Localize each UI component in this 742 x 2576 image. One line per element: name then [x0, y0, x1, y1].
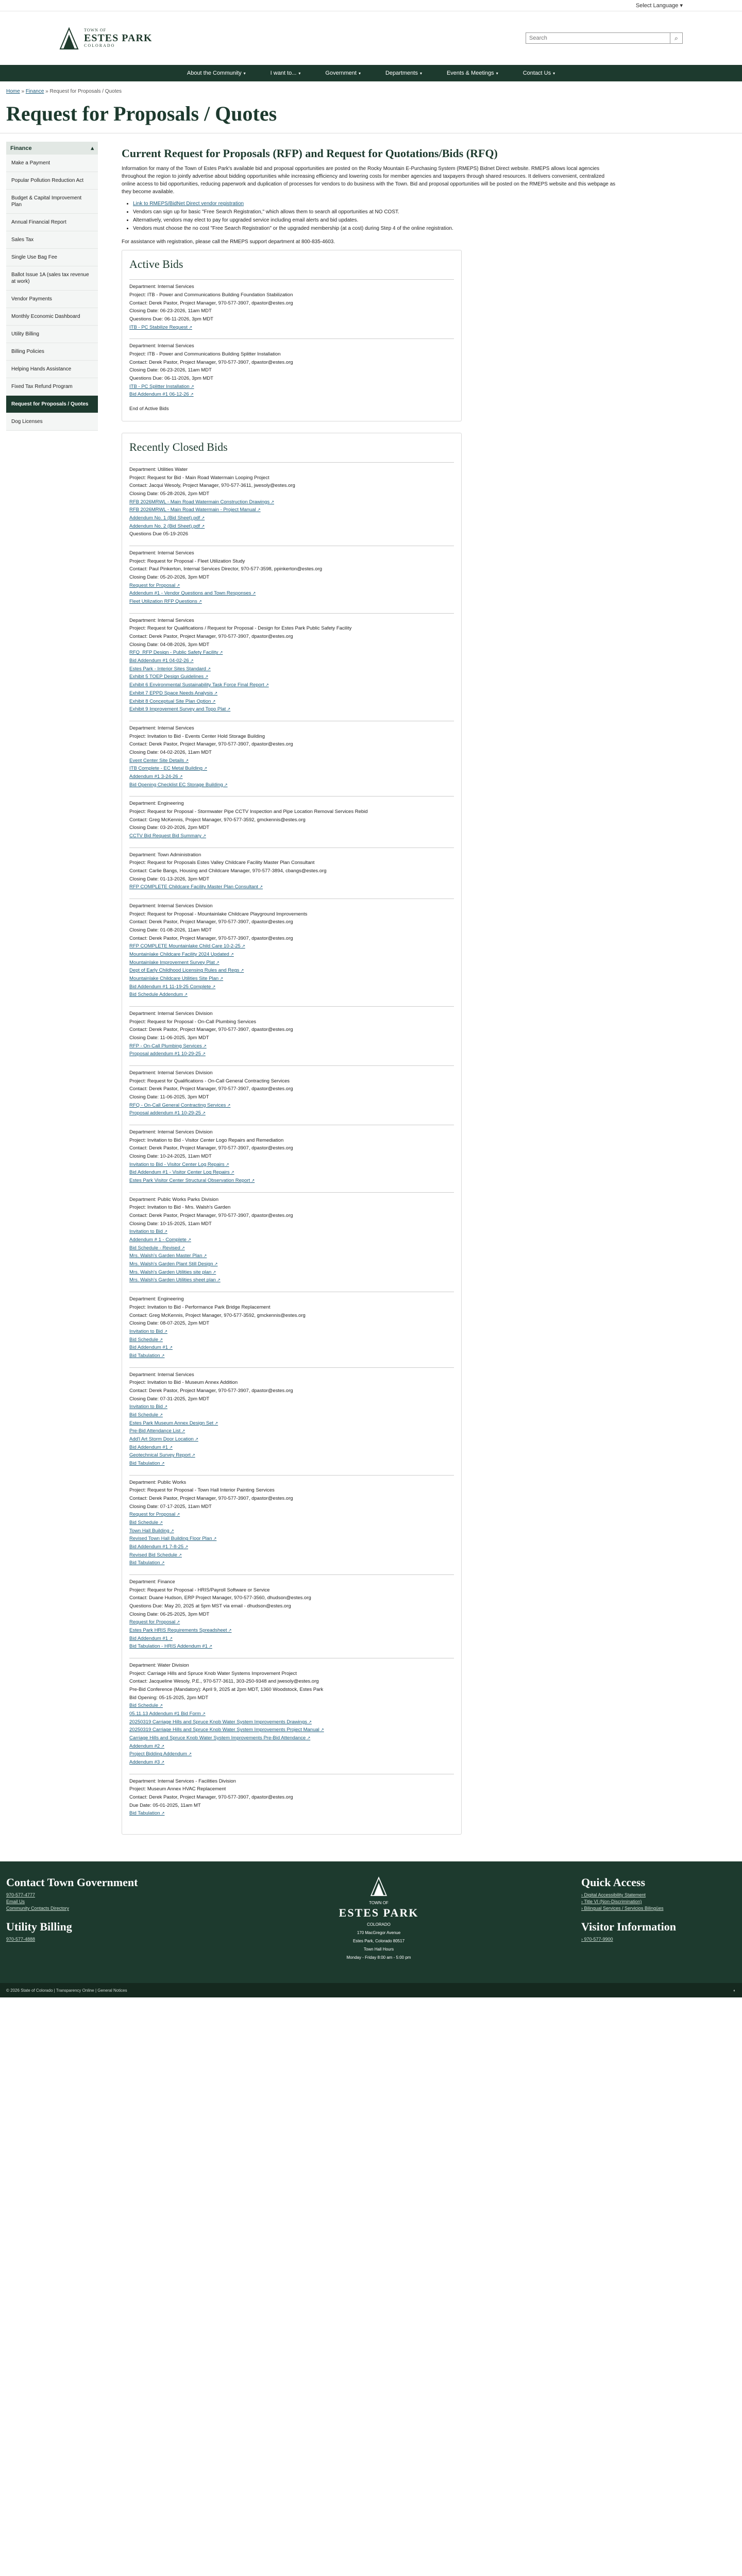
bid-divider [129, 1574, 454, 1575]
bid-document-link[interactable]: Event Center Site Details ↗ [129, 757, 454, 765]
bid-detail: Department: Internal Services - Facilities Division [129, 1778, 236, 1784]
intro-bullets [133, 200, 616, 233]
bid-document-link[interactable]: Mrs. Walsh's Garden Master Plan ↗ [129, 1252, 454, 1260]
accessibility-badge-icon[interactable]: ◐ [733, 1988, 736, 1993]
mountain-logo-icon [59, 26, 79, 50]
bid-document-link[interactable]: Mrs. Walsh's Garden Plant Still Design ↗ [129, 1260, 454, 1268]
bid-detail: Department: Engineering [129, 801, 184, 807]
bid-detail: Department: Internal Services [129, 343, 194, 349]
bid-detail: Project: Request for Proposal - Fleet Utilization Study [129, 558, 245, 564]
bid-detail: Contact: Derek Pastor, Project Manager, 970-577-3907, dpastor@estes.org [129, 1086, 293, 1092]
bid-document-link[interactable]: Invitation to Bid - Visitor Center Log Repairs ↗ [129, 1161, 454, 1169]
bid-detail: Closing Date: 01-08-2026, 11am MDT [129, 927, 212, 933]
bid-document-link[interactable]: Bid Schedule - Revised ↗ [129, 1244, 454, 1252]
intro-bullet [133, 208, 616, 216]
bid-entry [129, 796, 454, 840]
bid-document-link[interactable]: Addendum #1 3-24-26 ↗ [129, 773, 454, 781]
bid-document-link[interactable]: Bid Addendum #1 11-19-25 Complete ↗ [129, 983, 454, 991]
bid-divider [129, 613, 454, 614]
bid-document-link[interactable]: Bid Schedule ↗ [129, 1519, 454, 1527]
bid-document-link[interactable]: ITB - PC Splitter Installation ↗ [129, 383, 454, 391]
footer-link[interactable]: › Title VI (Non-Discrimination) [581, 1899, 736, 1904]
bid-detail: Closing Date: 06-23-2026, 11am MDT [129, 367, 212, 374]
bid-detail: Contact: Derek Pastor, Project Manager, 970-577-3907, dpastor@estes.org [129, 1794, 293, 1801]
bid-detail: Closing Date: 06-25-2025, 3pm MDT [129, 1611, 210, 1617]
bid-divider [129, 1475, 454, 1476]
bid-divider [129, 462, 454, 463]
footer-utility-links [6, 1937, 176, 1942]
bid-detail: Project: Request for Proposal - HRIS/Payroll Software or Service [129, 1587, 270, 1593]
bid-detail: Project: ITB - Power and Communications Building Splitter Installation [129, 351, 281, 357]
bid-detail: Department: Internal Services [129, 1371, 194, 1378]
nav-item-3[interactable] [385, 70, 422, 76]
bid-detail: Project: Request for Proposal - On-Call Plumbing Services [129, 1019, 257, 1025]
bid-detail: Project: Request for Proposals Estes Valley Childcare Facility Master Plan Consultant [129, 860, 315, 866]
bid-detail: Closing Date: 04-08-2026, 3pm MDT [129, 641, 210, 648]
bid-document-link[interactable]: Bid Addendum #1 ↗ [129, 1344, 454, 1352]
bid-document-link[interactable]: Bid Addendum #1 ↗ [129, 1635, 454, 1643]
bid-detail: Contact: Derek Pastor, Project Manager, 970-577-3907, dpastor@estes.org [129, 1387, 293, 1394]
bid-detail: Department: Internal Services Division [129, 1070, 213, 1076]
bid-detail: Contact: Duane Hudson, ERP Project Manager, 970-577-3560, dhudson@estes.org [129, 1595, 311, 1601]
bid-entry [129, 462, 454, 538]
chevron-down-icon: ▾ [243, 71, 246, 76]
bid-document-link[interactable]: Mountainlake Improvement Survey Plat ↗ [129, 959, 454, 967]
bid-detail: Closing Date: 06-23-2026, 11am MDT [129, 308, 212, 314]
footer-link[interactable]: › 970-577-9900 [581, 1937, 736, 1942]
bid-entry [129, 1125, 454, 1185]
footer-quick-links [581, 1892, 736, 1911]
bid-entry [129, 1475, 454, 1567]
chevron-down-icon: ▾ [496, 71, 498, 76]
bid-document-link[interactable]: 20250319 Carriage Hills and Spruce Knob Water System Improvements Project Manual ↗ [129, 1726, 454, 1734]
bid-document-link[interactable]: Proposal addendum #1 10-29-25 ↗ [129, 1109, 454, 1117]
intro-section [122, 147, 616, 246]
bid-document-link[interactable]: Bid Addendum #1 ↗ [129, 1444, 454, 1452]
chevron-down-icon: ▾ [553, 71, 555, 76]
bid-detail: Questions Due: May 20, 2025 at 5pm MST via email - dhudson@estes.org [129, 1603, 291, 1609]
bid-detail: Department: Public Works [129, 1479, 187, 1485]
footer-logo-line2: ESTES PARK [339, 1906, 419, 1920]
logo-text [84, 28, 152, 48]
footer-hours: Monday - Friday 8:00 am - 5:00 pm [346, 1955, 411, 1960]
language-select[interactable]: Select Language [635, 2, 679, 9]
bid-entry [129, 1658, 454, 1767]
bid-divider [129, 279, 454, 280]
sidebar-item[interactable]: Helping Hands Assistance [6, 361, 98, 378]
bid-document-link[interactable]: ITB Complete - EC Metal Building ↗ [129, 765, 454, 773]
bid-entry [129, 1292, 454, 1360]
bid-document-link[interactable]: Exhibit 6 Environmental Sustainability Task Force Final Report ↗ [129, 681, 454, 689]
footer-address1: 170 MacGregor Avenue [357, 1930, 401, 1936]
bid-detail: Contact: Derek Pastor, Project Manager, 970-577-3907, dpastor@estes.org [129, 919, 293, 925]
nav-item-label: Events & Meetings [446, 70, 494, 76]
bid-document-link[interactable]: Estes Park - Interior Sites Standard ↗ [129, 665, 454, 673]
topbar [0, 0, 742, 11]
bid-detail: Bid Opening: 05-15-2025, 2pm MDT [129, 1694, 209, 1701]
bid-document-link[interactable]: Bid Addendum #1 06-12-26 ↗ [129, 391, 454, 399]
footer-hours-title: Town Hall Hours [363, 1947, 394, 1952]
bid-document-link[interactable]: Exhibit 9 Improvement Survey and Topo Plat ↗ [129, 705, 454, 714]
sidebar-item[interactable]: Ballot Issue 1A (sales tax revenue at work) [6, 266, 98, 291]
bid-detail: Department: Water Division [129, 1663, 189, 1669]
bid-detail: Department: Finance [129, 1579, 175, 1585]
bid-entry [129, 1192, 454, 1284]
site-footer [0, 1861, 742, 1983]
bid-detail: Department: Internal Services [129, 284, 194, 290]
bid-document-link[interactable]: Bid Tabulation ↗ [129, 1559, 454, 1567]
bid-detail: Project: Invitation to Bid - Museum Annex Addition [129, 1380, 238, 1386]
bid-detail: Contact: Paul Pinkerton, Internal Services Director, 970-577-3598, ppinkerton@estes.org [129, 566, 323, 572]
bid-document-link[interactable]: Addendum No. 2 (Bid Sheet).pdf ↗ [129, 522, 454, 531]
chevron-down-icon: ▾ [680, 3, 683, 9]
bid-document-link[interactable]: RFB 2026MRWL - Main Road Watermain - Project Manual ↗ [129, 506, 454, 514]
footer-quick [581, 1876, 736, 1972]
bid-divider [129, 1192, 454, 1193]
bid-document-link[interactable]: Bid Schedule ↗ [129, 1702, 454, 1710]
bid-document-link[interactable]: Estes Park Museum Annex Design Set ↗ [129, 1419, 454, 1428]
bid-detail: Contact: Derek Pastor, Project Manager, 970-577-3907, dpastor@estes.org [129, 1213, 293, 1219]
bid-detail: Contact: Derek Pastor, Project Manager, 970-577-3907, dpastor@estes.org [129, 300, 293, 306]
search-input[interactable] [526, 33, 670, 43]
active-bids-panel [122, 250, 462, 421]
bid-detail: Pre-Bid Conference (Mandatory): April 9, 2025 at 2pm MDT, 1360 Woodstock, Estes Park [129, 1687, 324, 1693]
bid-document-link[interactable]: Exhibit 5 TOEP Design Guidelines ↗ [129, 673, 454, 681]
bid-document-link[interactable]: Bid Addendum #1 - Visitor Center Log Repairs ↗ [129, 1168, 454, 1177]
sidebar-item[interactable]: Vendor Payments [6, 291, 98, 308]
intro-title: Current Request for Proposals (RFP) and Request for Quotations/Bids (RFQ) [122, 147, 498, 160]
nav-item-0[interactable] [187, 70, 246, 76]
bid-document-link[interactable]: Request for Proposal ↗ [129, 1618, 454, 1626]
bid-detail: Department: Town Administration [129, 852, 201, 858]
bid-document-link[interactable]: Bid Schedule ↗ [129, 1336, 454, 1344]
bid-document-link[interactable]: RFQ_RFP Design - Public Safety Facility ↗ [129, 649, 454, 657]
footer-link[interactable]: Email Us [6, 1899, 25, 1905]
bid-divider [129, 1065, 454, 1066]
bid-detail: Contact: Greg McKennis, Project Manager, 970-577-3592, gmckennis@estes.org [129, 1312, 306, 1318]
nav-item-5[interactable] [523, 70, 555, 76]
sidebar-item[interactable]: Sales Tax [6, 231, 98, 249]
bid-detail: Project: Invitation to Bid - Performance Park Bridge Replacement [129, 1304, 271, 1310]
bid-document-link[interactable]: Addendum # 1 - Complete ↗ [129, 1236, 454, 1244]
bid-detail: Closing Date: 07-17-2025, 11am MDT [129, 1503, 212, 1510]
bid-entry [129, 848, 454, 891]
sidebar-item[interactable]: Popular Pollution Reduction Act [6, 172, 98, 190]
footer-link[interactable]: Community Contacts Directory [6, 1906, 70, 1911]
bottom-bar [0, 1983, 742, 1997]
intro-bullet-text: Vendors must choose the no cost "Free Search Registration" or the upgraded membership (at a cost) during Step 4 of the online registration. [133, 226, 453, 232]
bid-detail: Project: Request for Proposal - Town Hall Interior Painting Services [129, 1487, 275, 1494]
logo-line2: ESTES PARK [84, 32, 153, 44]
nav-item-label: Departments [385, 70, 418, 76]
sidebar-item[interactable]: Annual Financial Report [6, 214, 98, 231]
footer-visitor-title: Visitor Information [581, 1920, 676, 1934]
bid-detail: Closing Date: 07-31-2025, 2pm MDT [129, 1396, 210, 1402]
bid-detail: Contact: Carlie Bangs, Housing and Childcare Manager, 970-577-3894, cbangs@estes.org [129, 868, 327, 874]
bid-entry [129, 899, 454, 999]
sidebar-header-label: Finance [10, 145, 32, 151]
footer-logo-line3: COLORADO [367, 1922, 391, 1927]
bid-document-link[interactable]: ITB - PC Stabilize Request ↗ [129, 324, 454, 332]
bid-document-link[interactable]: RFP - On-Call Plumbing Services ↗ [129, 1042, 454, 1050]
bid-document-link[interactable]: Addendum #3 ↗ [129, 1758, 454, 1767]
logo-line3: COLORADO [84, 43, 115, 48]
bid-detail: Closing Date: 05-28-2026, 2pm MDT [129, 491, 210, 497]
mountain-logo-icon [370, 1876, 387, 1896]
nav-item-1[interactable] [271, 70, 301, 76]
bid-detail: Project: Request for Proposal - Mountainlake Childcare Playground Improvements [129, 911, 308, 917]
bid-detail: Contact: Greg McKennis, Project Manager, 970-577-3592, gmckennis@estes.org [129, 817, 306, 823]
bid-document-link[interactable]: Exhibit 8 Conceptual Site Plan Option ↗ [129, 698, 454, 706]
bid-entry [129, 338, 454, 399]
sidebar-item[interactable]: Utility Billing [6, 326, 98, 343]
bid-document-link[interactable]: Geotechnical Survey Report ↗ [129, 1451, 454, 1460]
bid-document-link[interactable]: Addendum #1 - Vendor Questions and Town Responses ↗ [129, 589, 454, 598]
bid-detail: Project: Invitation to Bid - Mrs. Walsh's Garden [129, 1205, 231, 1211]
sidebar-item[interactable]: Single Use Bag Fee [6, 249, 98, 266]
nav-item-label: I want to... [270, 70, 297, 76]
bid-detail: Closing Date: 11-06-2025, 3pm MDT [129, 1094, 209, 1100]
page-title: Request for Proposals / Quotes [0, 94, 742, 133]
bid-document-link[interactable]: Bid Addendum #1 04-02-26 ↗ [129, 657, 454, 665]
bid-detail: Project: ITB - Power and Communications Building Foundation Stabilization [129, 292, 293, 298]
sidebar-item[interactable]: Dog Licenses [6, 413, 98, 431]
nav-item-label: Government [325, 70, 357, 76]
bid-detail: Contact: Derek Pastor, Project Manager, 970-577-3907, dpastor@estes.org [129, 1145, 293, 1151]
bid-document-link[interactable]: Bid Opening Checklist EC Storage Building ↗ [129, 781, 454, 789]
chevron-down-icon: ▾ [358, 71, 361, 76]
bid-detail: Project: Request for Qualifications / Request for Proposal - Design for Estes Park Public Safety Facility [129, 625, 352, 632]
bid-detail: Project: Request for Qualifications - On-Call General Contracting Services [129, 1078, 290, 1084]
bid-detail: Contact: Derek Pastor, Project Manager, 970-577-3907, dpastor@estes.org [129, 1027, 293, 1033]
bid-detail: Department: Internal Services Division [129, 903, 213, 909]
chevron-down-icon: ▾ [298, 71, 301, 76]
intro-bullet [133, 200, 616, 208]
bid-detail: Contact: Derek Pastor, Project Manager, 970-577-3907, dpastor@estes.org [129, 1495, 293, 1501]
chevron-up-icon: ▴ [91, 145, 94, 151]
footer-visitor-links [581, 1937, 736, 1942]
main-nav [0, 65, 742, 81]
sidebar-item[interactable]: Monthly Economic Dashboard [6, 308, 98, 326]
bid-detail: Contact: Jacqueline Wesoly, P.E., 970-577-3611, 303-250-9348 and jwesoly@estes.org [129, 1679, 319, 1685]
bid-detail: Department: Internal Services Division [129, 1011, 213, 1016]
bid-detail: Closing Date: 10-15-2025, 11am MDT [129, 1221, 212, 1227]
breadcrumb-current: Request for Proposals / Quotes [49, 89, 122, 94]
intro-bullet [133, 216, 616, 225]
bid-detail: Questions Due: 06-11-2026, 3pm MDT [129, 376, 213, 382]
bid-detail: Closing Date: 10-24-2025, 11am MDT [129, 1154, 212, 1160]
bid-document-link[interactable]: Request for Proposal ↗ [129, 1511, 454, 1519]
end-active-note: End of Active Bids [129, 406, 169, 412]
bid-document-link[interactable]: Exhibit 7 EPPD Space Needs Analysis ↗ [129, 689, 454, 698]
bid-document-link[interactable]: Bid Tabulation - HRIS Addendum #1 ↗ [129, 1642, 454, 1651]
sidebar-item[interactable]: Request for Proposals / Quotes [6, 396, 98, 413]
bid-divider [129, 1006, 454, 1007]
bid-detail: Project: Museum Annex HVAC Replacement [129, 1786, 226, 1792]
search-icon[interactable]: ⌕ [670, 33, 682, 43]
breadcrumb-finance[interactable]: Finance [25, 89, 44, 94]
footer-logo-line1: TOWN OF [369, 1901, 389, 1906]
sidebar [6, 142, 98, 1846]
bid-detail: Closing Date: 01-13-2026, 3pm MDT [129, 876, 210, 882]
bid-detail: Project: Request for Proposal - Stormwater Pipe CCTV Inspection and Pipe Location Removal Services Rebid [129, 808, 368, 815]
bid-document-link[interactable]: Invitation to Bid ↗ [129, 1403, 454, 1411]
bid-document-link[interactable]: Town Hall Building ↗ [129, 1527, 454, 1535]
bid-document-link[interactable]: Revised Town Hall Building Floor Plan ↗ [129, 1535, 454, 1543]
bid-detail: Questions Due: 06-11-2026, 3pm MDT [129, 316, 213, 322]
bid-document-link[interactable]: Mrs. Walsh's Garden Utilities site plan ↗ [129, 1268, 454, 1277]
footer-center [301, 1876, 456, 1972]
footer-quick-title: Quick Access [581, 1876, 646, 1889]
site-header [0, 11, 742, 65]
footer-link[interactable]: › Bilingual Services / Servicios Bilingües [581, 1906, 736, 1911]
bid-detail: Closing Date: 03-20-2026, 2pm MDT [129, 825, 210, 831]
chevron-down-icon: ▾ [419, 71, 422, 76]
bid-document-link[interactable]: Pre-Bid Attendance List ↗ [129, 1427, 454, 1435]
bid-detail: Due Date: 05-01-2025, 11am MT [129, 1802, 201, 1808]
bid-entry [129, 1367, 454, 1468]
bid-document-link[interactable]: RFQ - On-Call General Contracting Services ↗ [129, 1101, 454, 1110]
bid-detail: Contact: Derek Pastor, Project Manager, 970-577-3907, dpastor@estes.org [129, 359, 293, 365]
bid-document-link[interactable]: 05.11.13 Addendum #1 Bid Form ↗ [129, 1710, 454, 1718]
bid-document-link[interactable]: RFP COMPLETE Childcare Facility Master Plan Consultant ↗ [129, 883, 454, 891]
active-bids-list [129, 279, 454, 399]
bid-detail: Project: Carriage Hills and Spruce Knob Water Systems Improvement Project [129, 1670, 297, 1676]
bid-detail: Department: Public Works Parks Division [129, 1196, 218, 1202]
bid-detail: Project: Request for Bid - Main Road Watermain Looping Project [129, 474, 269, 481]
content-layout [0, 142, 742, 1846]
bid-detail: Department: Internal Services [129, 617, 194, 623]
bid-document-link[interactable]: Bid Addendum #1 7-8-25 ↗ [129, 1543, 454, 1551]
intro-bullet-text: Alternatively, vendors may elect to pay for upgraded service including email alerts and bid updates. [133, 217, 359, 224]
bid-document-link[interactable]: Carriage Hills and Spruce Knob Water System Improvements Pre-Bid Attendance ↗ [129, 1734, 454, 1742]
bid-document-link[interactable]: Invitation to Bid ↗ [129, 1228, 454, 1236]
bid-document-link[interactable]: Addendum #2 ↗ [129, 1742, 454, 1751]
bid-detail: Department: Engineering [129, 1296, 184, 1302]
footer-wrap [0, 1861, 742, 1997]
footer-address2: Estes Park, Colorado 80517 [352, 1939, 405, 1944]
closed-bids-list [129, 462, 454, 1818]
bid-entry [129, 721, 454, 789]
bid-entry [129, 1006, 454, 1058]
intro-paragraph: Information for many of the Town of Estes Park's available bid and proposal opportunities are posted on the Rocky Mountain E-Purchasing System (RMEPS) Bidnet Direct website. RMEPS allows local agencies throughout the region to jointly advertise about bidding opportunities while increasing efficiency and lowering costs for member agencies and taxpayers through shared resources. It delivers convenient, centralized online access to bid opportunities, reducing paperwork and duplication of processes for vendors to do business with the Town. Bid and proposal opportunities will be posted on the RMEPS website and this webpage as they become available. [122, 166, 616, 195]
bid-document-link[interactable]: Mountainlake Childcare Utilities Site Plan ↗ [129, 975, 454, 983]
bid-detail: Contact: Derek Pastor, Project Manager, 970-577-3907, dpastor@estes.org [129, 935, 293, 941]
footer-contact-title: Contact Town Government [6, 1876, 138, 1889]
bid-document-link[interactable]: Bid Tabulation ↗ [129, 1352, 454, 1360]
bid-detail: Department: Internal Services Division [129, 1129, 213, 1136]
bid-document-link[interactable]: RFB 2026MRWL - Main Road Watermain Construction Drawings ↗ [129, 498, 454, 506]
bid-detail: Contact: Derek Pastor, Project Manager, 970-577-3907, dpastor@estes.org [129, 634, 293, 640]
bid-document-link[interactable]: Proposal addendum #1 10-29-25 ↗ [129, 1050, 454, 1058]
closed-bids-panel [122, 433, 462, 1835]
intro-bullet-text[interactable]: Link to RMEPS/BidNet Direct vendor registration [133, 201, 244, 207]
bid-document-link[interactable]: Fleet Utilization RFP Questions ↗ [129, 598, 454, 606]
bid-detail: Project: Invitation to Bid - Visitor Center Logo Repairs and Remediation [129, 1137, 284, 1143]
sidebar-item[interactable]: Budget & Capital Improvement Plan [6, 190, 98, 214]
closed-bids-title: Recently Closed Bids [129, 440, 228, 454]
bid-document-link[interactable]: Add'l Art Storm Door Location ↗ [129, 1435, 454, 1444]
active-bids-title: Active Bids [129, 258, 183, 271]
bid-document-link[interactable]: Project Bidding Addendum ↗ [129, 1750, 454, 1758]
bid-document-link[interactable]: Estes Park Visitor Center Structural Observation Report ↗ [129, 1177, 454, 1185]
bid-detail: Department: Utilities Water [129, 467, 188, 473]
bid-detail: Project: Invitation to Bid - Events Center Hold Storage Building [129, 733, 265, 739]
breadcrumb-home[interactable]: Home [6, 89, 20, 94]
logo-line1: TOWN OF [84, 28, 107, 33]
main-content [122, 142, 616, 1846]
bid-detail: Contact: Derek Pastor, Project Manager, 970-577-3907, dpastor@estes.org [129, 741, 293, 748]
assistance-paragraph: For assistance with registration, please call the RMEPS support department at 800-835-4603. [122, 239, 335, 245]
bid-entry [129, 613, 454, 714]
bid-document-link[interactable]: Request for Proposal ↗ [129, 582, 454, 590]
bid-document-link[interactable]: Dept of Early Childhood Licensing Rules and Regs ↗ [129, 967, 454, 975]
intro-bullet [133, 225, 616, 233]
footer-link[interactable]: 970-577-4888 [6, 1937, 36, 1942]
bid-detail: Department: Internal Services [129, 550, 194, 556]
bid-detail: Contact: Jacqui Wesoly, Project Manager, 970-577-3611, jwesoly@estes.org [129, 483, 295, 489]
footer-link[interactable]: › Digital Accessibility Statement [581, 1892, 736, 1897]
nav-item-label: Contact Us [522, 70, 551, 76]
bid-detail: Closing Date: 11-06-2025, 3pm MDT [129, 1035, 209, 1041]
sidebar-item[interactable]: Make a Payment [6, 155, 98, 172]
bid-document-link[interactable]: Bid Tabulation ↗ [129, 1460, 454, 1468]
bid-document-link[interactable]: Bid Schedule ↗ [129, 1411, 454, 1419]
bid-detail: Closing Date: 04-02-2026, 11am MDT [129, 749, 212, 755]
bid-document-link[interactable]: RFP COMPLETE Mountainlake Child Care 10-2-25 ↗ [129, 942, 454, 951]
sidebar-item[interactable]: Fixed Tax Refund Program [6, 378, 98, 396]
footer-contact-links [6, 1892, 176, 1911]
bid-entry [129, 1774, 454, 1818]
bid-detail: Closing Date: 05-20-2026, 3pm MDT [129, 574, 210, 581]
bid-detail: Department: Internal Services [129, 725, 194, 731]
sidebar-item[interactable]: Billing Policies [6, 343, 98, 361]
bid-document-link[interactable]: Estes Park HRIS Requirements Spreadsheet ↗ [129, 1626, 454, 1635]
bid-document-link[interactable]: 20250319 Carriage Hills and Spruce Knob Water System Improvements Drawings ↗ [129, 1718, 454, 1726]
bid-document-link[interactable]: Revised Bid Schedule ↗ [129, 1551, 454, 1560]
breadcrumb: Home » Finance » Request for Proposals / Quotes [6, 89, 122, 94]
bid-document-link[interactable]: Mrs. Walsh's Garden Utilities sheet plan ↗ [129, 1276, 454, 1284]
bid-document-link[interactable]: CCTV Bid Request Bid Summary ↗ [129, 832, 454, 840]
bid-divider [129, 1367, 454, 1368]
bid-document-link[interactable]: Bid Tabulation ↗ [129, 1809, 454, 1818]
sidebar-header[interactable] [6, 142, 98, 155]
nav-item-4[interactable] [447, 70, 498, 76]
town-logo[interactable] [59, 26, 152, 50]
bid-document-link[interactable]: Addendum No. 1 (Bid Sheet).pdf ↗ [129, 514, 454, 522]
intro-bullet-text: Vendors can sign up for basic "Free Search Registration," which allows them to search all opportunities at NO COST. [133, 209, 399, 215]
bid-entry [129, 1574, 454, 1651]
footer-link[interactable]: 970-577-4777 [6, 1892, 36, 1898]
footer-utility-title: Utility Billing [6, 1920, 72, 1934]
nav-item-label: About the Community [187, 70, 242, 76]
bid-document-link[interactable]: Invitation to Bid ↗ [129, 1328, 454, 1336]
bid-detail: Closing Date: 08-07-2025, 2pm MDT [129, 1320, 210, 1327]
nav-item-2[interactable] [325, 70, 361, 76]
bid-entry [129, 279, 454, 331]
bid-entry [129, 1065, 454, 1117]
bid-detail: Questions Due 05-19-2026 [129, 531, 189, 537]
bid-document-link[interactable]: Bid Schedule Addendum ↗ [129, 991, 454, 999]
search-box [526, 32, 683, 44]
sidebar-items [6, 155, 98, 431]
copyright: © 2026 State of Colorado | Transparency Online | General Notices [6, 1988, 127, 1993]
bid-divider [129, 338, 454, 339]
bid-document-link[interactable]: Mountainlake Childcare Facility 2024 Updated ↗ [129, 951, 454, 959]
footer-contact [6, 1876, 176, 1972]
bid-entry [129, 546, 454, 606]
